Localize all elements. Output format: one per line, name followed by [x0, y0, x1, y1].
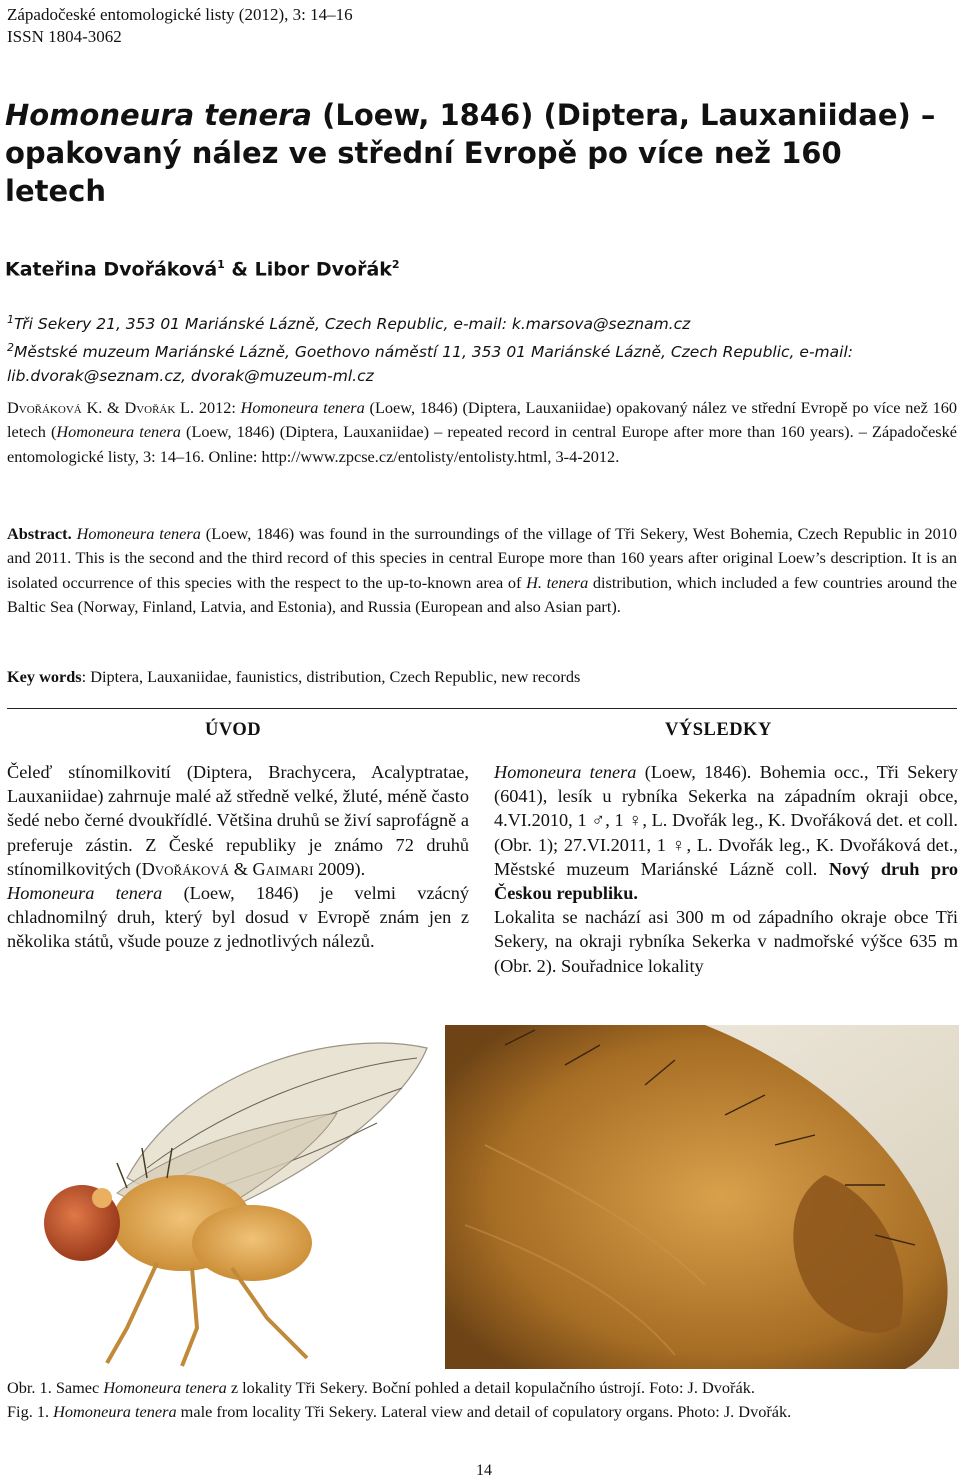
vysledky-column: [494, 760, 958, 978]
journal-issn-line: ISSN 1804-3062: [7, 27, 122, 46]
vysledky-heading: VÝSLEDKY: [665, 720, 772, 740]
author-1: Kateřina Dvořáková: [5, 258, 218, 281]
section-divider: [7, 708, 957, 709]
article-title: [5, 96, 950, 210]
vysledky-paragraph-2: [494, 905, 958, 978]
affiliation-2-text: Městské muzeum Mariánské Lázně, Goethovo náměstí 11, 353 01 Mariánské Lázně, Czech Republic, e-mail: lib.dvorak@seznam.cz, dvorak@muzeum-ml.cz: [7, 343, 853, 386]
citation-author-2: Dvořák L.: [124, 398, 195, 417]
figure-caption: [7, 1376, 957, 1425]
uvod-ref-author-1: Dvořáková: [141, 858, 230, 879]
vysledky-text-1: (Loew, 1846). Bohemia occ., Tři Sekery (6041), lesík u rybníka Sekerka na západním okraji obce, 4.VI.2010, 1 ♂, 1 ♀, L. Dvořák leg., K. Dvořáková det. et coll. (Obr. 1); 27.VI.2011, 1 ♀, L. Dvořák leg., K. Dvořáková det., Městské muzeum Mariánské Lázně coll.: [494, 762, 959, 879]
fly-genitalia-illustration: [445, 1025, 959, 1369]
uvod-text-3: (Loew, 1846) je velmi vzácný chladnomilný druh, který byl dosud v Evropě znám jen z několika států, všude pouze z jednotlivých nálezů.: [7, 883, 470, 952]
citation-species-1: Homoneura tenera: [240, 398, 365, 417]
vysledky-species: Homoneura tenera: [494, 762, 637, 782]
author-2: Libor Dvořák: [254, 258, 392, 281]
citation-text-1: (Loew, 1846) (Diptera, Lauxaniidae) opakovaný nález ve střední Evropě po více než 160 letech (: [7, 398, 957, 442]
uvod-paragraph-2: [7, 881, 469, 954]
page-number: 14: [476, 1462, 492, 1479]
citation-amp: &: [102, 398, 125, 417]
caption-en-text-1: Fig. 1.: [7, 1402, 54, 1422]
keywords-block: [7, 666, 957, 688]
caption-cz-text-1: Obr. 1. Samec: [7, 1378, 104, 1397]
uvod-text-2: 2009).: [313, 858, 366, 879]
abstract-text-2: distribution, which included a few countries around the Baltic Sea (Norway, Finland, Latvia, and Estonia), and Russia (European and also Asian part).: [7, 572, 957, 616]
caption-czech: [7, 1376, 957, 1400]
affiliation-1: [7, 308, 952, 336]
journal-header: [7, 4, 353, 48]
keywords-text: : Diptera, Lauxaniidae, faunistics, distribution, Czech Republic, new records: [81, 667, 581, 686]
uvod-species: Homoneura tenera: [7, 883, 163, 904]
uvod-heading: ÚVOD: [205, 720, 262, 740]
affiliations: [7, 308, 952, 388]
caption-cz-species: Homoneura tenera: [103, 1378, 227, 1397]
affiliation-2: [7, 336, 952, 388]
affiliation-2-sup: 2: [7, 341, 14, 355]
author-line: [5, 258, 400, 280]
keywords-label: Key words: [7, 667, 82, 686]
citation-block: [7, 396, 957, 469]
author-1-sup: 1: [217, 258, 225, 271]
abstract-text-1: (Loew, 1846) was found in the surroundings of the village of Tři Sekery, West Bohemia, Czech Republic in 2010 and 2011. This is the second and the third record of this species in central Europe more than 160 years after original Loew’s description. It is an isolated occurrence of this species with the respect to the up-to-known area of: [7, 524, 958, 592]
vysledky-paragraph-1: [494, 760, 958, 905]
fly-genitalia-detail-photo: [445, 1025, 959, 1369]
abstract-label: Abstract.: [7, 524, 72, 543]
caption-english: [7, 1400, 957, 1424]
vysledky-text-2: Lokalita se nachází asi 300 m od západního okraje obce Tři Sekery, na okraji rybníka Sekerka v nadmořské výšce 635 m (Obr. 2). Souřadnice lokality: [494, 907, 958, 976]
affiliation-1-text: Tři Sekery 21, 353 01 Mariánské Lázně, Czech Republic, e-mail: k.marsova@seznam.cz: [14, 315, 691, 334]
affiliation-1-sup: 1: [7, 313, 14, 326]
uvod-paragraph-1: [7, 760, 469, 881]
abstract-species: Homoneura tenera: [71, 524, 201, 543]
title-rest: (Loew, 1846) (Diptera, Lauxaniidae) – opakovaný nález ve střední Evropě po více než 160 letech: [5, 98, 936, 208]
uvod-column: [7, 760, 469, 954]
uvod-ref-amp: &: [229, 858, 253, 879]
citation-author-1: Dvořáková K.: [7, 398, 103, 417]
vysledky-new-species-note: Nový druh pro Českou republiku.: [494, 858, 958, 904]
author-2-sup: 2: [391, 258, 400, 271]
uvod-text-1: Čeleď stínomilkovití (Diptera, Brachycera, Acalyptratae, Lauxaniidae) zahrnuje malé až středně velké, žluté, méně často šedé nebo černé dvoukřídlé. Většina druhů se živí saprofágně a preferuje zástin. Z České republiky je známo 72 druhů stínomilkovitých (: [7, 762, 469, 879]
title-species: Homoneura tenera: [5, 98, 312, 132]
citation-species-2: Homoneura tenera: [56, 422, 181, 442]
abstract-block: [7, 522, 957, 619]
caption-en-species: Homoneura tenera: [53, 1402, 177, 1422]
journal-citation-line: Západočeské entomologické listy (2012), 3: 14–16: [7, 5, 353, 24]
abstract-species-short: H. tenera: [526, 572, 589, 592]
citation-year: 2012:: [194, 398, 241, 417]
author-separator: &: [224, 258, 255, 281]
citation-text-2: (Loew, 1846) (Diptera, Lauxaniidae) – repeated record in central Europe after more than 160 years). – Západočeské entomologické listy, 3: 14–16. Online: http://www.zpcse.cz/entolisty/entolisty.html, 3-4-2012.: [7, 422, 958, 466]
caption-cz-text-2: z lokality Tři Sekery. Boční pohled a detail kopulačního ústrojí. Foto: J. Dvořák.: [226, 1378, 755, 1397]
fly-lateral-illustration: [7, 1028, 445, 1368]
caption-en-text-2: male from locality Tři Sekery. Lateral view and detail of copulatory organs. Photo: J. Dvořák.: [176, 1402, 792, 1422]
uvod-ref-author-2: Gaimari: [252, 858, 314, 879]
fly-lateral-photo: [7, 1028, 445, 1368]
